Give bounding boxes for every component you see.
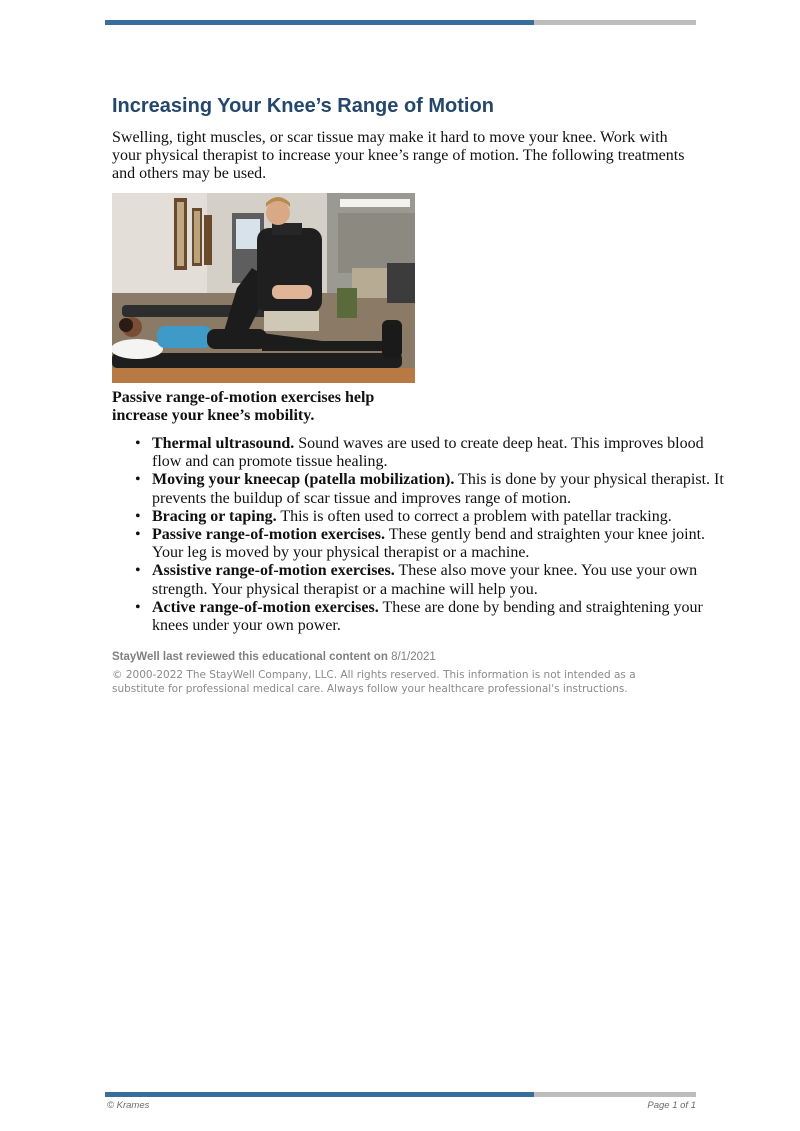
review-label: StayWell last reviewed this educational content on xyxy=(112,651,388,663)
item-text: These also move your knee. You use your own strength. Your physical therapist or a machine will help you. xyxy=(152,562,698,598)
list-item xyxy=(152,435,732,471)
therapy-photo xyxy=(112,193,415,383)
list-item xyxy=(152,508,732,526)
header-bar-accent xyxy=(105,20,534,25)
item-text: This is often used to correct a problem with patellar tracking. xyxy=(276,507,672,525)
item-text: These are done by bending and straightening your knees under your own power. xyxy=(152,598,703,635)
footer-bar xyxy=(105,1092,696,1097)
item-term: Active range-of-motion exercises. xyxy=(152,598,379,616)
list-item xyxy=(152,562,732,598)
list-item xyxy=(152,471,732,507)
review-date: 8/1/2021 xyxy=(391,651,436,663)
list-item xyxy=(152,599,732,635)
item-text: These gently bend and straighten your knee joint. Your leg is moved by your physical therapist or a machine. xyxy=(152,526,706,562)
photo-caption: Passive range-of-motion exercises help increase your knee’s mobility. xyxy=(112,389,375,424)
copyright-notice: © 2000-2022 The StayWell Company, LLC. All rights reserved. This information is not intended as a substitute for professional medical care. Always follow your healthcare professional's instructions. xyxy=(112,669,636,695)
item-term: Assistive range-of-motion exercises. xyxy=(152,562,395,580)
page-title: Increasing Your Knee’s Range of Motion xyxy=(112,95,494,117)
treatment-list xyxy=(112,435,732,635)
footer-bar-accent xyxy=(105,1092,534,1097)
item-term: Bracing or taping. xyxy=(152,507,277,525)
item-text: This is done by your physical therapist. It prevents the buildup of scar tissue and improves range of motion. xyxy=(152,471,724,507)
page-number: Page 1 of 1 xyxy=(647,1100,696,1111)
list-item xyxy=(152,526,732,562)
intro-paragraph: Swelling, tight muscles, or scar tissue may make it hard to move your knee. Work with your physical therapist to increase your knee’s range of motion. The following treatments and others may be used. xyxy=(112,129,685,182)
item-text: Sound waves are used to create deep heat. This improves blood flow and can promote tissue healing. xyxy=(152,435,704,471)
footer-brand: © Krames xyxy=(107,1100,150,1111)
header-bar xyxy=(105,20,696,25)
item-term: Thermal ultrasound. xyxy=(152,435,295,452)
review-note xyxy=(112,651,436,663)
item-term: Moving your kneecap (patella mobilization). xyxy=(152,471,455,489)
item-term: Passive range-of-motion exercises. xyxy=(152,526,385,544)
